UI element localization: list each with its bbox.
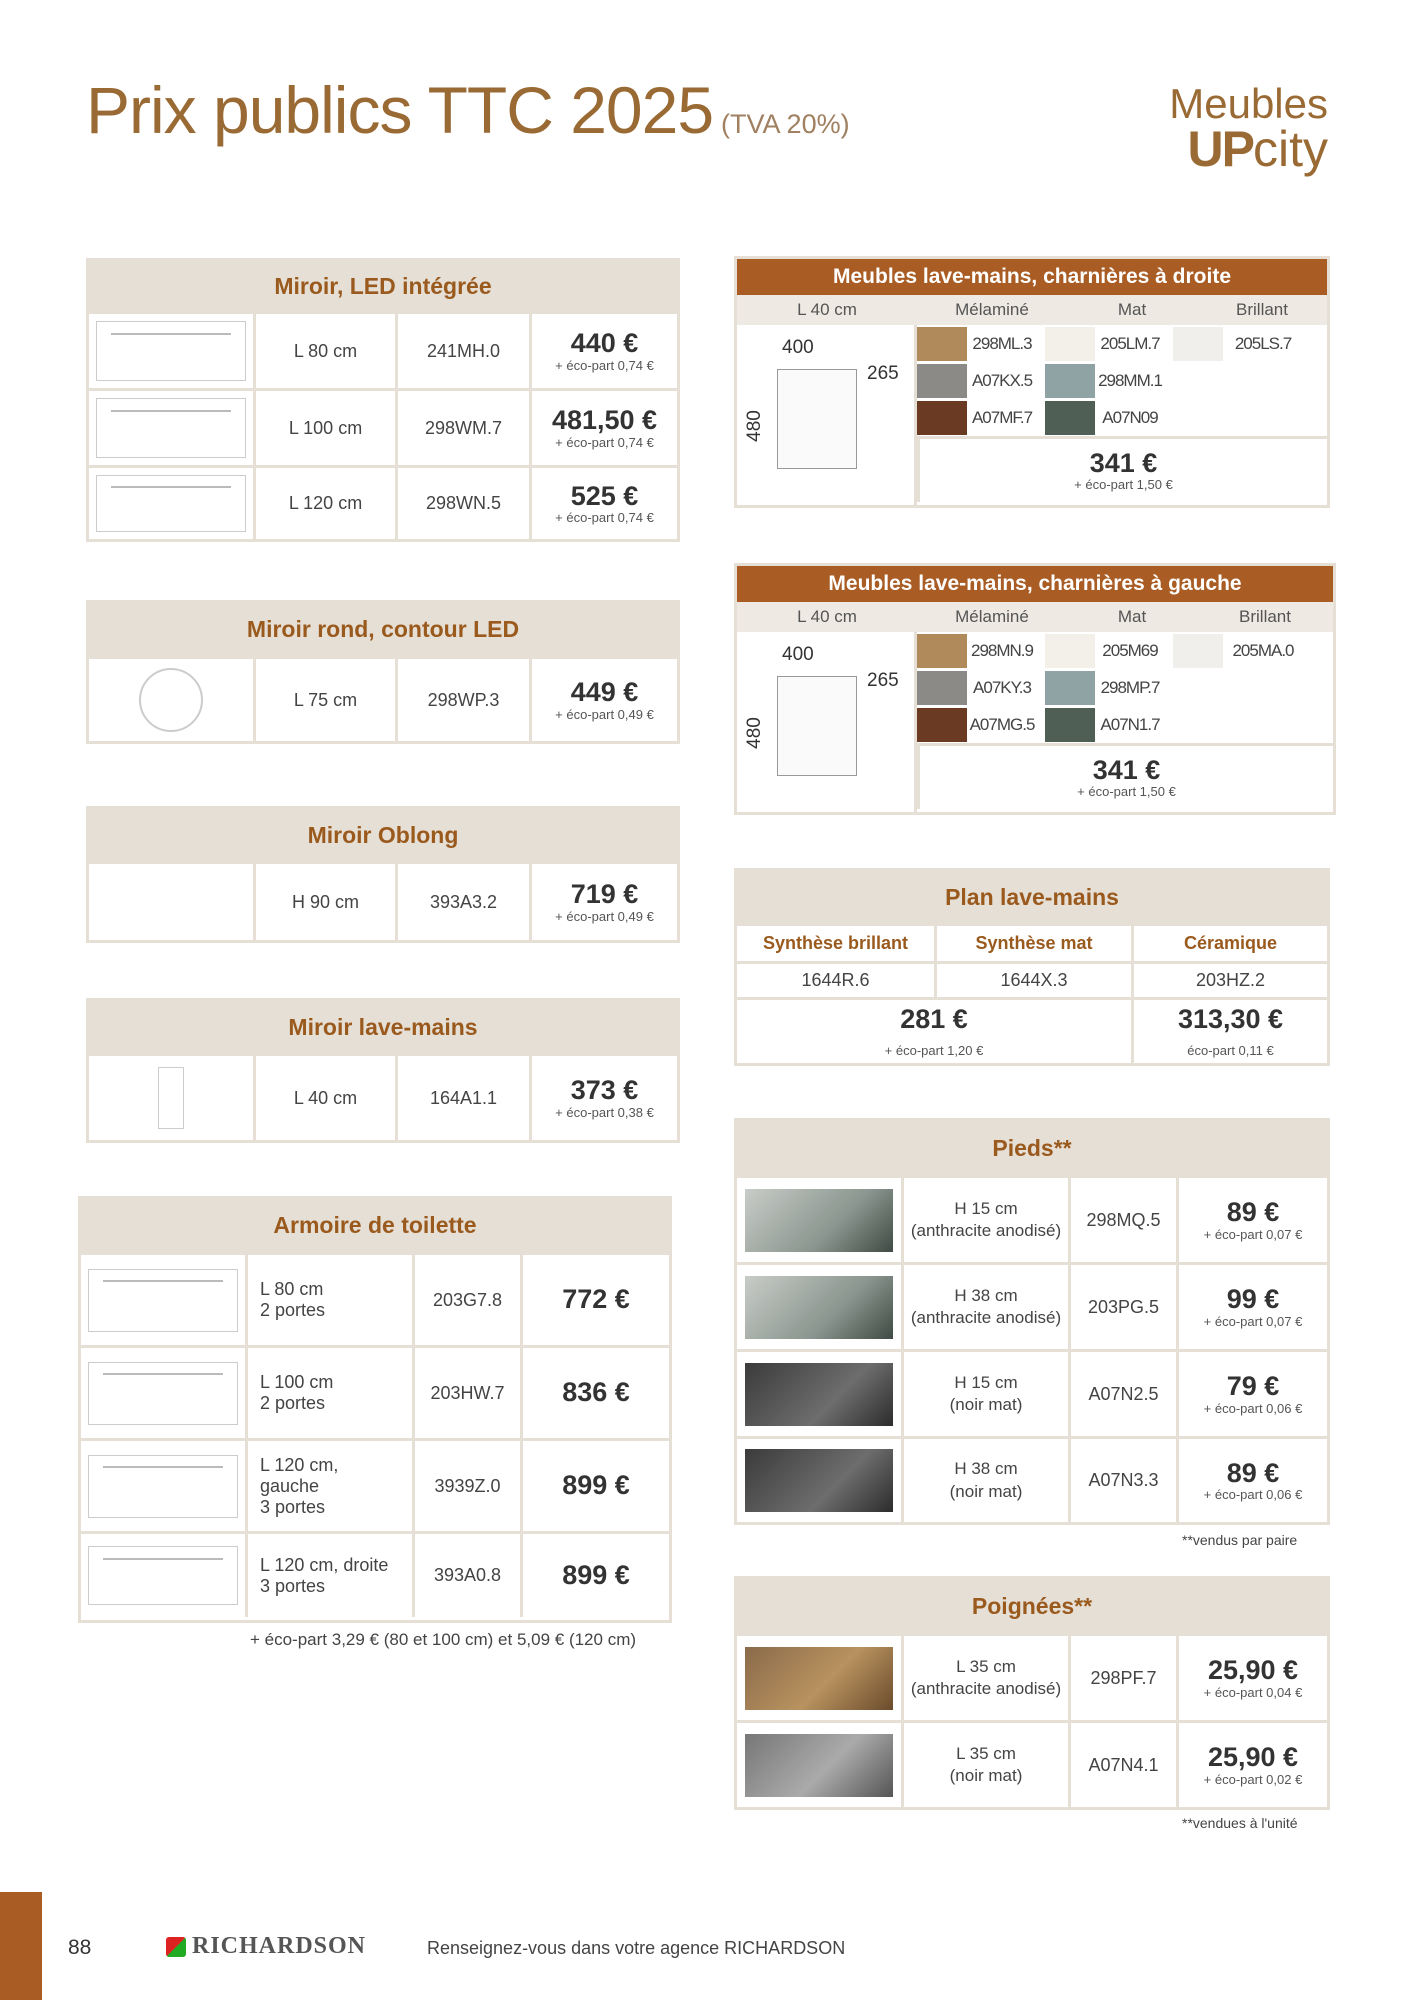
section-title: Armoire de toilette — [81, 1199, 669, 1252]
swatch-white-mat — [1045, 327, 1095, 361]
price: 313,30 € éco-part 0,11 € — [1131, 1000, 1327, 1063]
dimension: H 90 cm — [253, 864, 395, 940]
handles-note: **vendues à l'unité — [1182, 1815, 1298, 1831]
price: 481,50 € + éco-part 0,74 € — [529, 391, 677, 465]
table-row — [89, 388, 677, 465]
swatch-blue-grey — [1045, 671, 1095, 705]
column-headers: Synthèse brillant Synthèse mat Céramique — [737, 923, 1327, 961]
price: 281 € + éco-part 1,20 € — [884, 1003, 984, 1059]
basin-drawing: 400 265 480 — [737, 325, 917, 505]
section-title: Poignées** — [737, 1579, 1327, 1633]
section-title: Miroir lave-mains — [89, 1001, 677, 1053]
dimension: L 35 cm (anthracite anodisé) — [901, 1636, 1068, 1720]
table-row — [737, 997, 1327, 1063]
section-title: Plan lave-mains — [737, 871, 1327, 923]
feet-note: **vendus par paire — [1182, 1532, 1298, 1548]
mirror-round-table — [86, 600, 680, 744]
swatch-green — [1045, 708, 1095, 742]
table-row — [737, 1436, 1327, 1522]
section-title: Miroir, LED intégrée — [89, 261, 677, 311]
price: 99 € + éco-part 0,07 € — [1176, 1265, 1327, 1349]
swatch-row: 298ML.3 205LM.7 205LS.7 — [917, 325, 1327, 362]
reference: 241MH.0 — [395, 314, 529, 388]
mirror-drawing — [96, 398, 247, 457]
table-row — [81, 1438, 669, 1531]
vat-note: (TVA 20%) — [721, 109, 850, 139]
swatch-walnut — [917, 708, 967, 742]
swatch-grey — [917, 364, 967, 398]
table-row — [737, 1720, 1327, 1807]
column-headers: L 40 cm Mélaminé Mat Brillant — [737, 295, 1327, 325]
foot-photo — [745, 1363, 893, 1426]
swatch-oak — [917, 634, 967, 668]
dimension: L 75 cm — [253, 659, 395, 741]
swatch-row: A07MG.5 A07N1.7 — [917, 706, 1333, 743]
brand-top: Meubles — [1169, 80, 1328, 127]
table-row — [737, 1175, 1327, 1262]
page-number: 88 — [68, 1936, 92, 1959]
mirror-drawing — [158, 1067, 184, 1129]
logo-icon — [166, 1937, 186, 1957]
section-title: Meubles lave-mains, charnières à gauche — [737, 566, 1333, 602]
section-title: Miroir Oblong — [89, 809, 677, 861]
cabinet-eco-note: + éco-part 3,29 € (80 et 100 cm) et 5,09 € (120 cm) — [250, 1630, 637, 1649]
reference: A07N3.3 — [1068, 1439, 1176, 1522]
swatch-oak — [917, 327, 967, 361]
table-row — [89, 311, 677, 388]
feet-table — [734, 1118, 1330, 1525]
table-row — [81, 1531, 669, 1617]
dimension: L 120 cm — [253, 468, 395, 539]
price: 719 € + éco-part 0,49 € — [529, 864, 677, 940]
swatch-white-mat — [1045, 634, 1095, 668]
mirror-drawing — [96, 475, 247, 532]
swatch-walnut — [917, 401, 967, 435]
price: 79 € + éco-part 0,06 € — [1176, 1352, 1327, 1436]
reference: 203PG.5 — [1068, 1265, 1176, 1349]
richardson-logo: RICHARDSON — [166, 1933, 366, 1960]
foot-photo — [745, 1189, 893, 1252]
reference: 298WN.5 — [395, 468, 529, 539]
image-placeholder — [89, 864, 253, 940]
swatch-row: A07MF.7 A07N09 — [917, 399, 1327, 436]
price: 25,90 € + éco-part 0,04 € — [1176, 1636, 1327, 1720]
reference: 393A3.2 — [395, 864, 529, 940]
price: 89 € + éco-part 0,07 € — [1176, 1178, 1327, 1262]
price: 341 € + éco-part 1,50 € — [917, 436, 1327, 502]
basin-right-table — [734, 256, 1330, 508]
swatch-row: A07KY.3 298MP.7 — [917, 669, 1333, 706]
mirror-oblong-table — [86, 806, 680, 943]
dimension: H 15 cm (noir mat) — [901, 1352, 1068, 1436]
swatch-white-gloss — [1173, 327, 1223, 361]
round-mirror-drawing — [139, 668, 203, 732]
price: 373 € + éco-part 0,38 € — [529, 1056, 677, 1140]
reference: A07N2.5 — [1068, 1352, 1176, 1436]
dimension: L 100 cm 2 portes — [245, 1348, 412, 1438]
price: 899 € — [520, 1441, 669, 1531]
price: 341 € + éco-part 1,50 € — [917, 743, 1333, 809]
price: 89 € + éco-part 0,06 € — [1176, 1439, 1327, 1522]
dimension: L 80 cm 2 portes — [245, 1255, 412, 1345]
section-title: Meubles lave-mains, charnières à droite — [737, 259, 1327, 295]
handle-photo — [745, 1734, 893, 1797]
swatch-white-gloss — [1173, 634, 1223, 668]
reference: 164A1.1 — [395, 1056, 529, 1140]
cabinet-drawing — [88, 1546, 239, 1604]
dimension: L 40 cm — [253, 1056, 395, 1140]
footer-text: Renseignez-vous dans votre agence RICHARDSON — [427, 1938, 846, 1958]
brand-logo: UPcity — [1187, 121, 1328, 177]
foot-photo — [745, 1276, 893, 1339]
page-title: Prix publics TTC 2025 (TVA 20%) — [86, 73, 850, 147]
dimension: H 38 cm (noir mat) — [901, 1439, 1068, 1522]
handles-table — [734, 1576, 1330, 1810]
price: 772 € — [520, 1255, 669, 1345]
foot-photo — [745, 1449, 893, 1511]
price: 525 € + éco-part 0,74 € — [529, 468, 677, 539]
cabinet-drawing — [88, 1455, 239, 1518]
price: 440 € + éco-part 0,74 € — [529, 314, 677, 388]
dimension: H 38 cm (anthracite anodisé) — [901, 1265, 1068, 1349]
dimension: L 120 cm, droite 3 portes — [245, 1534, 412, 1617]
cabinet-table — [78, 1196, 672, 1623]
reference: 203G7.8 — [412, 1255, 520, 1345]
mirror-led-table — [86, 258, 680, 542]
reference: 3939Z.0 — [412, 1441, 520, 1531]
price: 449 € + éco-part 0,49 € — [529, 659, 677, 741]
table-row — [737, 1262, 1327, 1349]
table-row — [81, 1345, 669, 1438]
reference: A07N4.1 — [1068, 1723, 1176, 1807]
dimension: L 80 cm — [253, 314, 395, 388]
reference: 298MQ.5 — [1068, 1178, 1176, 1262]
table-row — [89, 465, 677, 539]
reference: 298PF.7 — [1068, 1636, 1176, 1720]
table-row — [89, 1053, 677, 1140]
basin-left-table — [734, 563, 1336, 815]
cabinet-drawing — [88, 1362, 239, 1425]
table-row — [89, 861, 677, 940]
reference: 393A0.8 — [412, 1534, 520, 1617]
basin-drawing: 400 265 480 — [737, 632, 917, 812]
page-edge-bar — [0, 1892, 42, 2000]
reference: 203HW.7 — [412, 1348, 520, 1438]
section-title: Miroir rond, contour LED — [89, 603, 677, 656]
plan-table — [734, 868, 1330, 1066]
dimension: L 100 cm — [253, 391, 395, 465]
reference: 298WP.3 — [395, 659, 529, 741]
swatch-row: 298MN.9 205M69 205MA.0 — [917, 632, 1333, 669]
mirror-basin-table — [86, 998, 680, 1143]
dimension: L 35 cm (noir mat) — [901, 1723, 1068, 1807]
price: 25,90 € + éco-part 0,02 € — [1176, 1723, 1327, 1807]
column-headers: L 40 cm Mélaminé Mat Brillant — [737, 602, 1333, 632]
swatch-green — [1045, 401, 1095, 435]
handle-photo — [745, 1647, 893, 1710]
section-title: Pieds** — [737, 1121, 1327, 1175]
dimension: L 120 cm, gauche 3 portes — [245, 1441, 412, 1531]
swatch-row: A07KX.5 298MM.1 — [917, 362, 1327, 399]
table-row — [737, 1633, 1327, 1720]
cabinet-drawing — [88, 1269, 239, 1332]
table-row — [81, 1252, 669, 1345]
price: 899 € — [520, 1534, 669, 1617]
swatch-grey — [917, 671, 967, 705]
reference: 298WM.7 — [395, 391, 529, 465]
dimension: H 15 cm (anthracite anodisé) — [901, 1178, 1068, 1262]
table-row — [737, 1349, 1327, 1436]
swatch-blue-grey — [1045, 364, 1095, 398]
price: 836 € — [520, 1348, 669, 1438]
table-row: 1644R.6 1644X.3 203HZ.2 — [737, 961, 1327, 997]
table-row — [89, 656, 677, 741]
mirror-drawing — [96, 321, 247, 380]
